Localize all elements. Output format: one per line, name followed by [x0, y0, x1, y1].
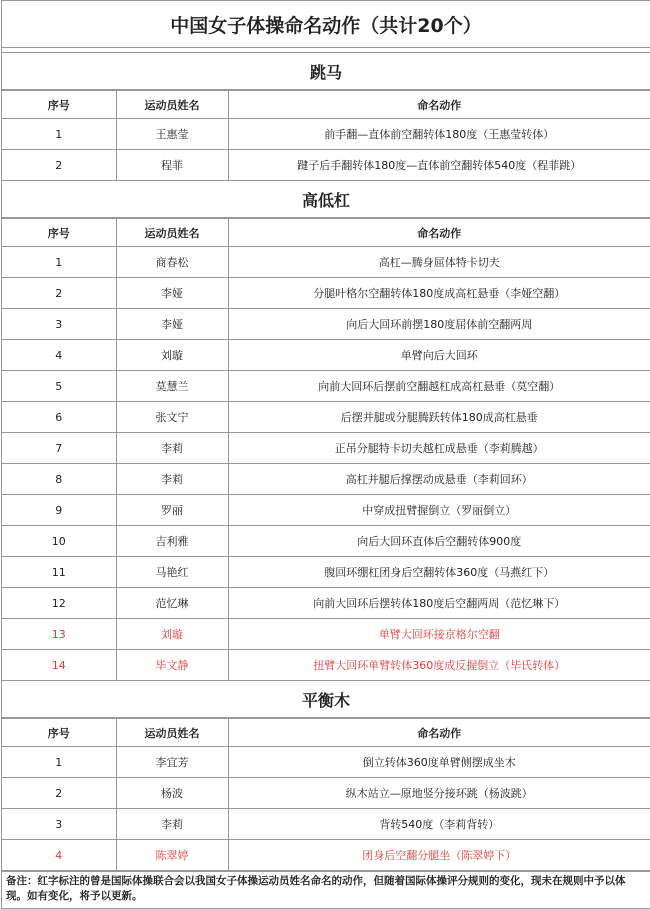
table-row: [2, 650, 650, 681]
cell-move: 向前大回环后摆转体180度后空翻两周（范忆琳下）: [228, 588, 650, 619]
cell-athlete: 李娅: [116, 278, 228, 309]
cell-move: 高杠—腾身屈体特卡切夫: [228, 247, 650, 278]
page-title: 中国女子体操命名动作（共计20个）: [2, 0, 650, 48]
header-index: 序号: [2, 219, 116, 247]
table-row: [2, 495, 650, 526]
table-row: [2, 340, 650, 371]
section-table: [2, 718, 650, 871]
header-athlete: 运动员姓名: [116, 91, 228, 119]
sections-container: [2, 53, 650, 871]
cell-move: 单臂向后大回环: [228, 340, 650, 371]
table-row: [2, 464, 650, 495]
cell-move: 单臂大回环接京格尔空翻: [228, 619, 650, 650]
table-header-row: [2, 91, 650, 119]
cell-athlete: 李莉: [116, 809, 228, 840]
table-row: [2, 557, 650, 588]
cell-move: 分腿叶格尔空翻转体180度成高杠悬垂（李娅空翻）: [228, 278, 650, 309]
cell-index: 1: [2, 747, 116, 778]
cell-index: 3: [2, 809, 116, 840]
header-index: 序号: [2, 719, 116, 747]
cell-move: 背转540度（李莉背转）: [228, 809, 650, 840]
cell-index: 12: [2, 588, 116, 619]
table-row: [2, 402, 650, 433]
section-title: 跳马: [2, 53, 650, 90]
section-title: 高低杠: [2, 181, 650, 218]
header-move: 命名动作: [228, 719, 650, 747]
header-athlete: 运动员姓名: [116, 719, 228, 747]
cell-athlete: 罗丽: [116, 495, 228, 526]
cell-index: 10: [2, 526, 116, 557]
cell-index: 2: [2, 150, 116, 181]
cell-index: 8: [2, 464, 116, 495]
cell-athlete: 张文宁: [116, 402, 228, 433]
section-title: 平衡木: [2, 681, 650, 718]
cell-athlete: 商春松: [116, 247, 228, 278]
cell-move: 前手翻—直体前空翻转体180度（王惠莹转体）: [228, 119, 650, 150]
cell-athlete: 范忆琳: [116, 588, 228, 619]
section-table: [2, 90, 650, 181]
cell-athlete: 王惠莹: [116, 119, 228, 150]
footnote: 备注：红字标注的曾是国际体操联合会以我国女子体操运动员姓名命名的动作，但随着国际体操评分规则的变化，现未在规则中予以体现。如有变化，将予以更新。: [2, 871, 650, 909]
cell-move: 向后大回环直体后空翻转体900度: [228, 526, 650, 557]
cell-move: 扭臂大回环单臂转体360度成反握倒立（毕氏转体）: [228, 650, 650, 681]
cell-athlete: 李莉: [116, 464, 228, 495]
cell-move: 团身后空翻分腿坐（陈翠婷下）: [228, 840, 650, 871]
cell-index: 6: [2, 402, 116, 433]
table-row: [2, 747, 650, 778]
named-moves-sheet: [1, 0, 650, 909]
table-row: [2, 278, 650, 309]
cell-athlete: 毕文静: [116, 650, 228, 681]
cell-athlete: 杨波: [116, 778, 228, 809]
header-move: 命名动作: [228, 219, 650, 247]
cell-index: 7: [2, 433, 116, 464]
cell-index: 2: [2, 778, 116, 809]
cell-move: 向后大回环前摆180度屈体前空翻两周: [228, 309, 650, 340]
cell-move: 踺子后手翻转体180度—直体前空翻转体540度（程菲跳）: [228, 150, 650, 181]
table-header-row: [2, 719, 650, 747]
cell-index: 1: [2, 119, 116, 150]
table-row: [2, 809, 650, 840]
table-row: [2, 150, 650, 181]
cell-index: 5: [2, 371, 116, 402]
header-index: 序号: [2, 91, 116, 119]
cell-move: 正吊分腿特卡切夫越杠成悬垂（李莉腾越）: [228, 433, 650, 464]
table-row: [2, 526, 650, 557]
cell-index: 3: [2, 309, 116, 340]
table-row: [2, 247, 650, 278]
cell-move: 向前大回环后摆前空翻越杠成高杠悬垂（莫空翻）: [228, 371, 650, 402]
cell-athlete: 陈翠婷: [116, 840, 228, 871]
table-row: [2, 778, 650, 809]
cell-athlete: 刘璇: [116, 619, 228, 650]
cell-athlete: 李宜芳: [116, 747, 228, 778]
header-athlete: 运动员姓名: [116, 219, 228, 247]
cell-athlete: 李莉: [116, 433, 228, 464]
table-row: [2, 619, 650, 650]
cell-index: 9: [2, 495, 116, 526]
table-row: [2, 840, 650, 871]
cell-index: 14: [2, 650, 116, 681]
table-header-row: [2, 219, 650, 247]
table-row: [2, 433, 650, 464]
cell-athlete: 吉利雅: [116, 526, 228, 557]
cell-move: 倒立转体360度单臂侧摆成坐木: [228, 747, 650, 778]
cell-athlete: 刘璇: [116, 340, 228, 371]
table-row: [2, 309, 650, 340]
header-move: 命名动作: [228, 91, 650, 119]
table-row: [2, 371, 650, 402]
cell-athlete: 李娅: [116, 309, 228, 340]
section-table: [2, 218, 650, 681]
cell-move: 高杠并腿后撑摆动成悬垂（李莉回环）: [228, 464, 650, 495]
cell-athlete: 莫慧兰: [116, 371, 228, 402]
cell-athlete: 马艳红: [116, 557, 228, 588]
table-row: [2, 119, 650, 150]
table-row: [2, 588, 650, 619]
cell-index: 4: [2, 840, 116, 871]
cell-index: 4: [2, 340, 116, 371]
cell-athlete: 程菲: [116, 150, 228, 181]
cell-move: 中穿成扭臂握倒立（罗丽倒立）: [228, 495, 650, 526]
cell-index: 2: [2, 278, 116, 309]
cell-index: 11: [2, 557, 116, 588]
cell-move: 纵木站立—原地竖分接环跳（杨波跳）: [228, 778, 650, 809]
cell-index: 1: [2, 247, 116, 278]
cell-move: 后摆并腿或分腿腾跃转体180成高杠悬垂: [228, 402, 650, 433]
cell-index: 13: [2, 619, 116, 650]
cell-move: 腹回环绷杠团身后空翻转体360度（马燕红下）: [228, 557, 650, 588]
